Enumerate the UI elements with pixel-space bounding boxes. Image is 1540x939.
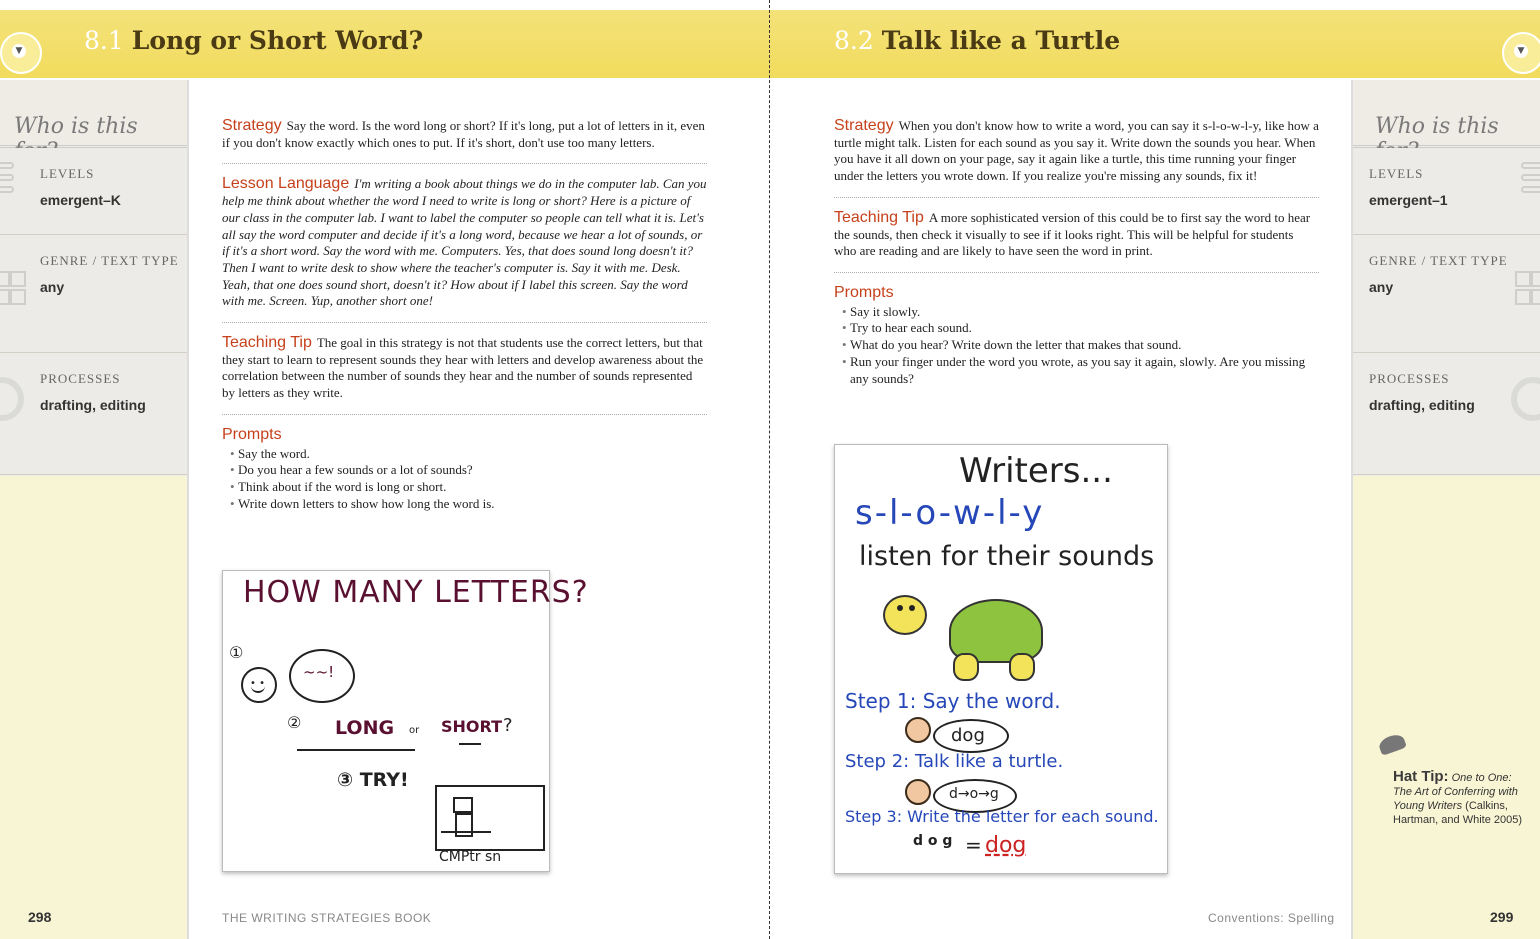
dog-turtle-bubble: d→o→g (933, 779, 1017, 813)
left-sidebar (0, 80, 189, 939)
chart-title: Writers... (959, 451, 1113, 491)
who-heading: Who is this (0, 80, 187, 148)
short-arrow (459, 743, 481, 745)
computer-drawing (435, 785, 545, 851)
list-item: • Do you hear a few sounds or a lot of sounds? (222, 462, 707, 479)
tip-heading: Teaching Tip (834, 208, 924, 226)
strategy-text: Say the word. Is the word long or short? If it's long, put a lot of letters in it, even if you don't know exactly which ones to put. If it's short, don't use too many letters. (222, 118, 705, 150)
grid-icon (1515, 271, 1540, 311)
dog-bubble: dog (933, 719, 1009, 753)
levels-section: LEVELS emergent–K (0, 148, 187, 235)
processes-value: drafting, editing (1369, 397, 1475, 413)
processes-value: drafting, editing (40, 397, 146, 413)
strategy-block (834, 118, 1319, 198)
prompts-block (222, 427, 707, 525)
left-banner (0, 10, 770, 78)
prompts-heading: Prompts (222, 425, 282, 443)
page-number-left: 298 (28, 909, 52, 925)
long-label: LONG (335, 717, 395, 739)
levels-value: emergent–K (40, 192, 121, 208)
face-icon (905, 717, 931, 743)
list-item: • What do you hear? Write down the letter that makes that sound. (834, 337, 1319, 354)
sidebar-filler (1353, 476, 1540, 939)
hat-icon (1377, 732, 1407, 756)
try-label: ③ TRY! (337, 769, 409, 791)
speech-bubble: ~~! (289, 649, 355, 703)
footer-right: Conventions: Spelling (1208, 911, 1335, 925)
right-banner (770, 10, 1540, 78)
step1-label: Step 1: Say the word. (845, 689, 1061, 713)
levels-section: LEVELS emergent–1 (1353, 148, 1540, 235)
tip-block (834, 210, 1319, 273)
right-section-title: 8.2 Talk like a Turtle (834, 26, 1121, 55)
list-item: • Run your finger under the word you wrote, as you say it again, slowly. Are you missing any sounds? (834, 354, 1319, 388)
left-section-number: 8.1 (84, 26, 124, 55)
levels-icon (0, 162, 14, 202)
step3-label: Step 3: Write the letter for each sound. (845, 807, 1159, 826)
left-section-title: 8.1 Long or Short Word? (84, 26, 424, 55)
chart-title: HOW MANY LETTERS? (243, 575, 589, 610)
strategy-heading: Strategy (222, 117, 282, 134)
who-heading: Who is this (1353, 80, 1540, 148)
genre-section: GENRE / TEXT TYPE any (0, 235, 187, 353)
cycle-icon (0, 377, 24, 421)
page-spine (769, 0, 770, 939)
list-item: • Think about if the word is long or short. (222, 479, 707, 496)
letters-label: d o g (913, 833, 953, 849)
processes-section: PROCESSES drafting, editing (0, 353, 187, 475)
left-content (222, 118, 707, 537)
genre-value: any (1369, 279, 1394, 295)
list-item: • Write down letters to show how long the word is. (222, 496, 707, 513)
tip-heading: Teaching Tip (222, 334, 312, 352)
hat-tip-heading: Hat Tip: (1393, 768, 1449, 785)
prompts-heading: Prompts (834, 283, 894, 301)
hat-tip-title: One to One: The Art of Conferring with Young Writers (1393, 772, 1518, 812)
hat-tip-authors: (Calkins, Hartman, and White 2005) (1393, 800, 1523, 826)
answer-label: dog (985, 833, 1027, 858)
chevron-down-icon: ▼ (12, 44, 26, 58)
sidebar-filler (0, 476, 187, 939)
genre-value: any (40, 279, 65, 295)
long-arrow (297, 749, 415, 751)
slowly-label: s-l-o-w-l-y (855, 493, 1045, 533)
levels-icon (1521, 162, 1540, 202)
right-content (834, 118, 1319, 412)
right-page (770, 0, 1540, 939)
short-label: SHORT (441, 717, 503, 736)
chart-caption: CMPtr sn (439, 849, 502, 865)
tip-text: A more sophisticated version of this could be to first say the word to hear the sounds, then check it visually to see if it looks right. This will be helpful for students who are reading and are likely to have seen the word in print. (834, 209, 1311, 259)
strategy-block (222, 118, 707, 164)
prompts-block (834, 285, 1319, 400)
list-item: • Say the word. (222, 446, 707, 463)
right-section-number: 8.2 (834, 26, 874, 55)
page-number-right: 299 (1490, 909, 1514, 925)
list-item: • Try to hear each sound. (834, 320, 1319, 337)
grid-icon (0, 271, 24, 311)
turtle-drawing (883, 591, 1051, 687)
levels-value: emergent–1 (1369, 192, 1448, 208)
prompts-list (222, 446, 707, 513)
prompts-list (834, 304, 1319, 388)
how-many-letters-chart: HOW MANY LETTERS? ① • • ~~! ② LONG or SHORT ? ③ TRY! CMPtr sn (222, 570, 550, 872)
footer-left: THE WRITING STRATEGIES BOOK (222, 911, 432, 925)
processes-section: PROCESSES drafting, editing (1353, 353, 1540, 475)
writers-slowly-chart: Writers... s-l-o-w-l-y listen for their sounds Step 1: Say the word. dog Step 2: Talk like a turtle. d→o→g Step 3: Write the letter for each sound. d o g = dog (834, 444, 1168, 874)
face-drawing: • • (241, 667, 277, 703)
strategy-text: When you don't know how to write a word, you can say it s-l-o-w-l-y, like how a turtle might talk. Listen for each sound as you say it. Write down the sounds you hear. When you have it all down on your page, say it again like a turtle, this time running your finger under the letters you wrote down. If you realize you're missing any sounds, fix it! (834, 118, 1319, 184)
right-tab-marker (1502, 22, 1540, 84)
lesson-heading: Lesson Language (222, 175, 350, 193)
chevron-down-icon: ▼ (1514, 44, 1528, 58)
lesson-text: I'm writing a book about things we do in the computer lab. Can you help me think about whether the word I need to write is long or short? Here is a picture of our class in the computer lab. I want to label the computer so people can tell what it is. Let's all say the word computer and decide if it's a long word, because we hear a lot of sounds, or if it's a short word. Say the word with me. Computers. Yes, that does sound long doesn't it? Then I want to write desk to show where the teacher's computer is. Say it with me. Desk. Yeah, that one does sound short, doesn't it? How about if I label this screen. Say the word with me. Screen. Yup, another short one! (222, 176, 707, 309)
listen-label: listen for their sounds (859, 541, 1155, 572)
strategy-heading: Strategy (834, 117, 894, 134)
step2-label: Step 2: Talk like a turtle. (845, 751, 1064, 772)
hat-tip (1393, 770, 1533, 827)
list-item: • Say it slowly. (834, 304, 1319, 321)
genre-section: GENRE / TEXT TYPE any (1353, 235, 1540, 353)
tip-text: The goal in this strategy is not that students use the correct letters, but that they start to learn to represent sounds they hear with letters and develop awareness about the correlation between the number of sounds they hear and the number of sounds represented by letters as they write. (222, 335, 704, 401)
lesson-block (222, 176, 707, 323)
right-sidebar (1351, 80, 1540, 939)
face-icon (905, 779, 931, 805)
tip-block (222, 335, 707, 415)
left-tab-marker (0, 22, 38, 84)
